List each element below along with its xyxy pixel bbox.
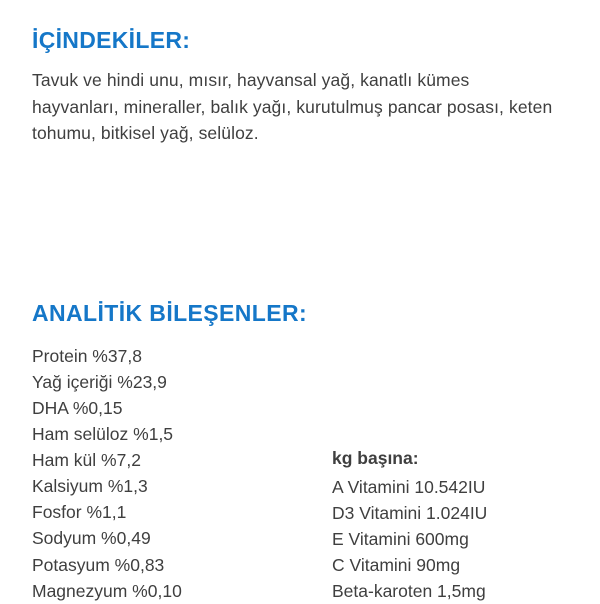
list-item: D3 Vitamini 1.024IU	[332, 503, 488, 524]
analytical-components-list	[32, 343, 332, 604]
ingredients-section	[32, 28, 570, 147]
list-item: Fosfor %1,1	[32, 502, 127, 523]
list-item: Potasyum %0,83	[32, 554, 165, 575]
per-kg-column	[332, 343, 570, 604]
ingredients-heading: İÇİNDEKİLER:	[32, 27, 191, 53]
analytical-components-section	[32, 300, 570, 604]
list-item: Yağ içeriği %23,9	[32, 372, 167, 393]
list-item: Ham selüloz %1,5	[32, 424, 174, 445]
analytical-heading: ANALİTİK BİLEŞENLER:	[32, 300, 308, 326]
list-item: Sodyum %0,49	[32, 528, 151, 549]
list-item: Kalsiyum %1,3	[32, 476, 148, 497]
per-kg-list	[332, 474, 570, 604]
list-item: Ham kül %7,2	[32, 450, 141, 471]
analytical-components-column	[32, 343, 332, 604]
per-kg-heading: kg başına:	[332, 448, 419, 468]
list-item: C Vitamini 90mg	[332, 555, 461, 576]
list-item: Protein %37,8	[32, 346, 142, 366]
list-item: E Vitamini 600mg	[332, 529, 469, 550]
list-item: Beta-karoten 1,5mg	[332, 581, 486, 602]
ingredients-text: Tavuk ve hindi unu, mısır, hayvansal yağ, kanatlı kümes hayvanları, mineraller, balık yağı, kurutulmuş pancar posası, keten tohumu, bitkisel yağ, selüloz.	[32, 70, 553, 144]
analytical-columns	[32, 343, 570, 604]
list-item: A Vitamini 10.542IU	[332, 477, 486, 498]
list-item: DHA %0,15	[32, 398, 123, 419]
list-item: Magnezyum %0,10	[32, 580, 182, 601]
